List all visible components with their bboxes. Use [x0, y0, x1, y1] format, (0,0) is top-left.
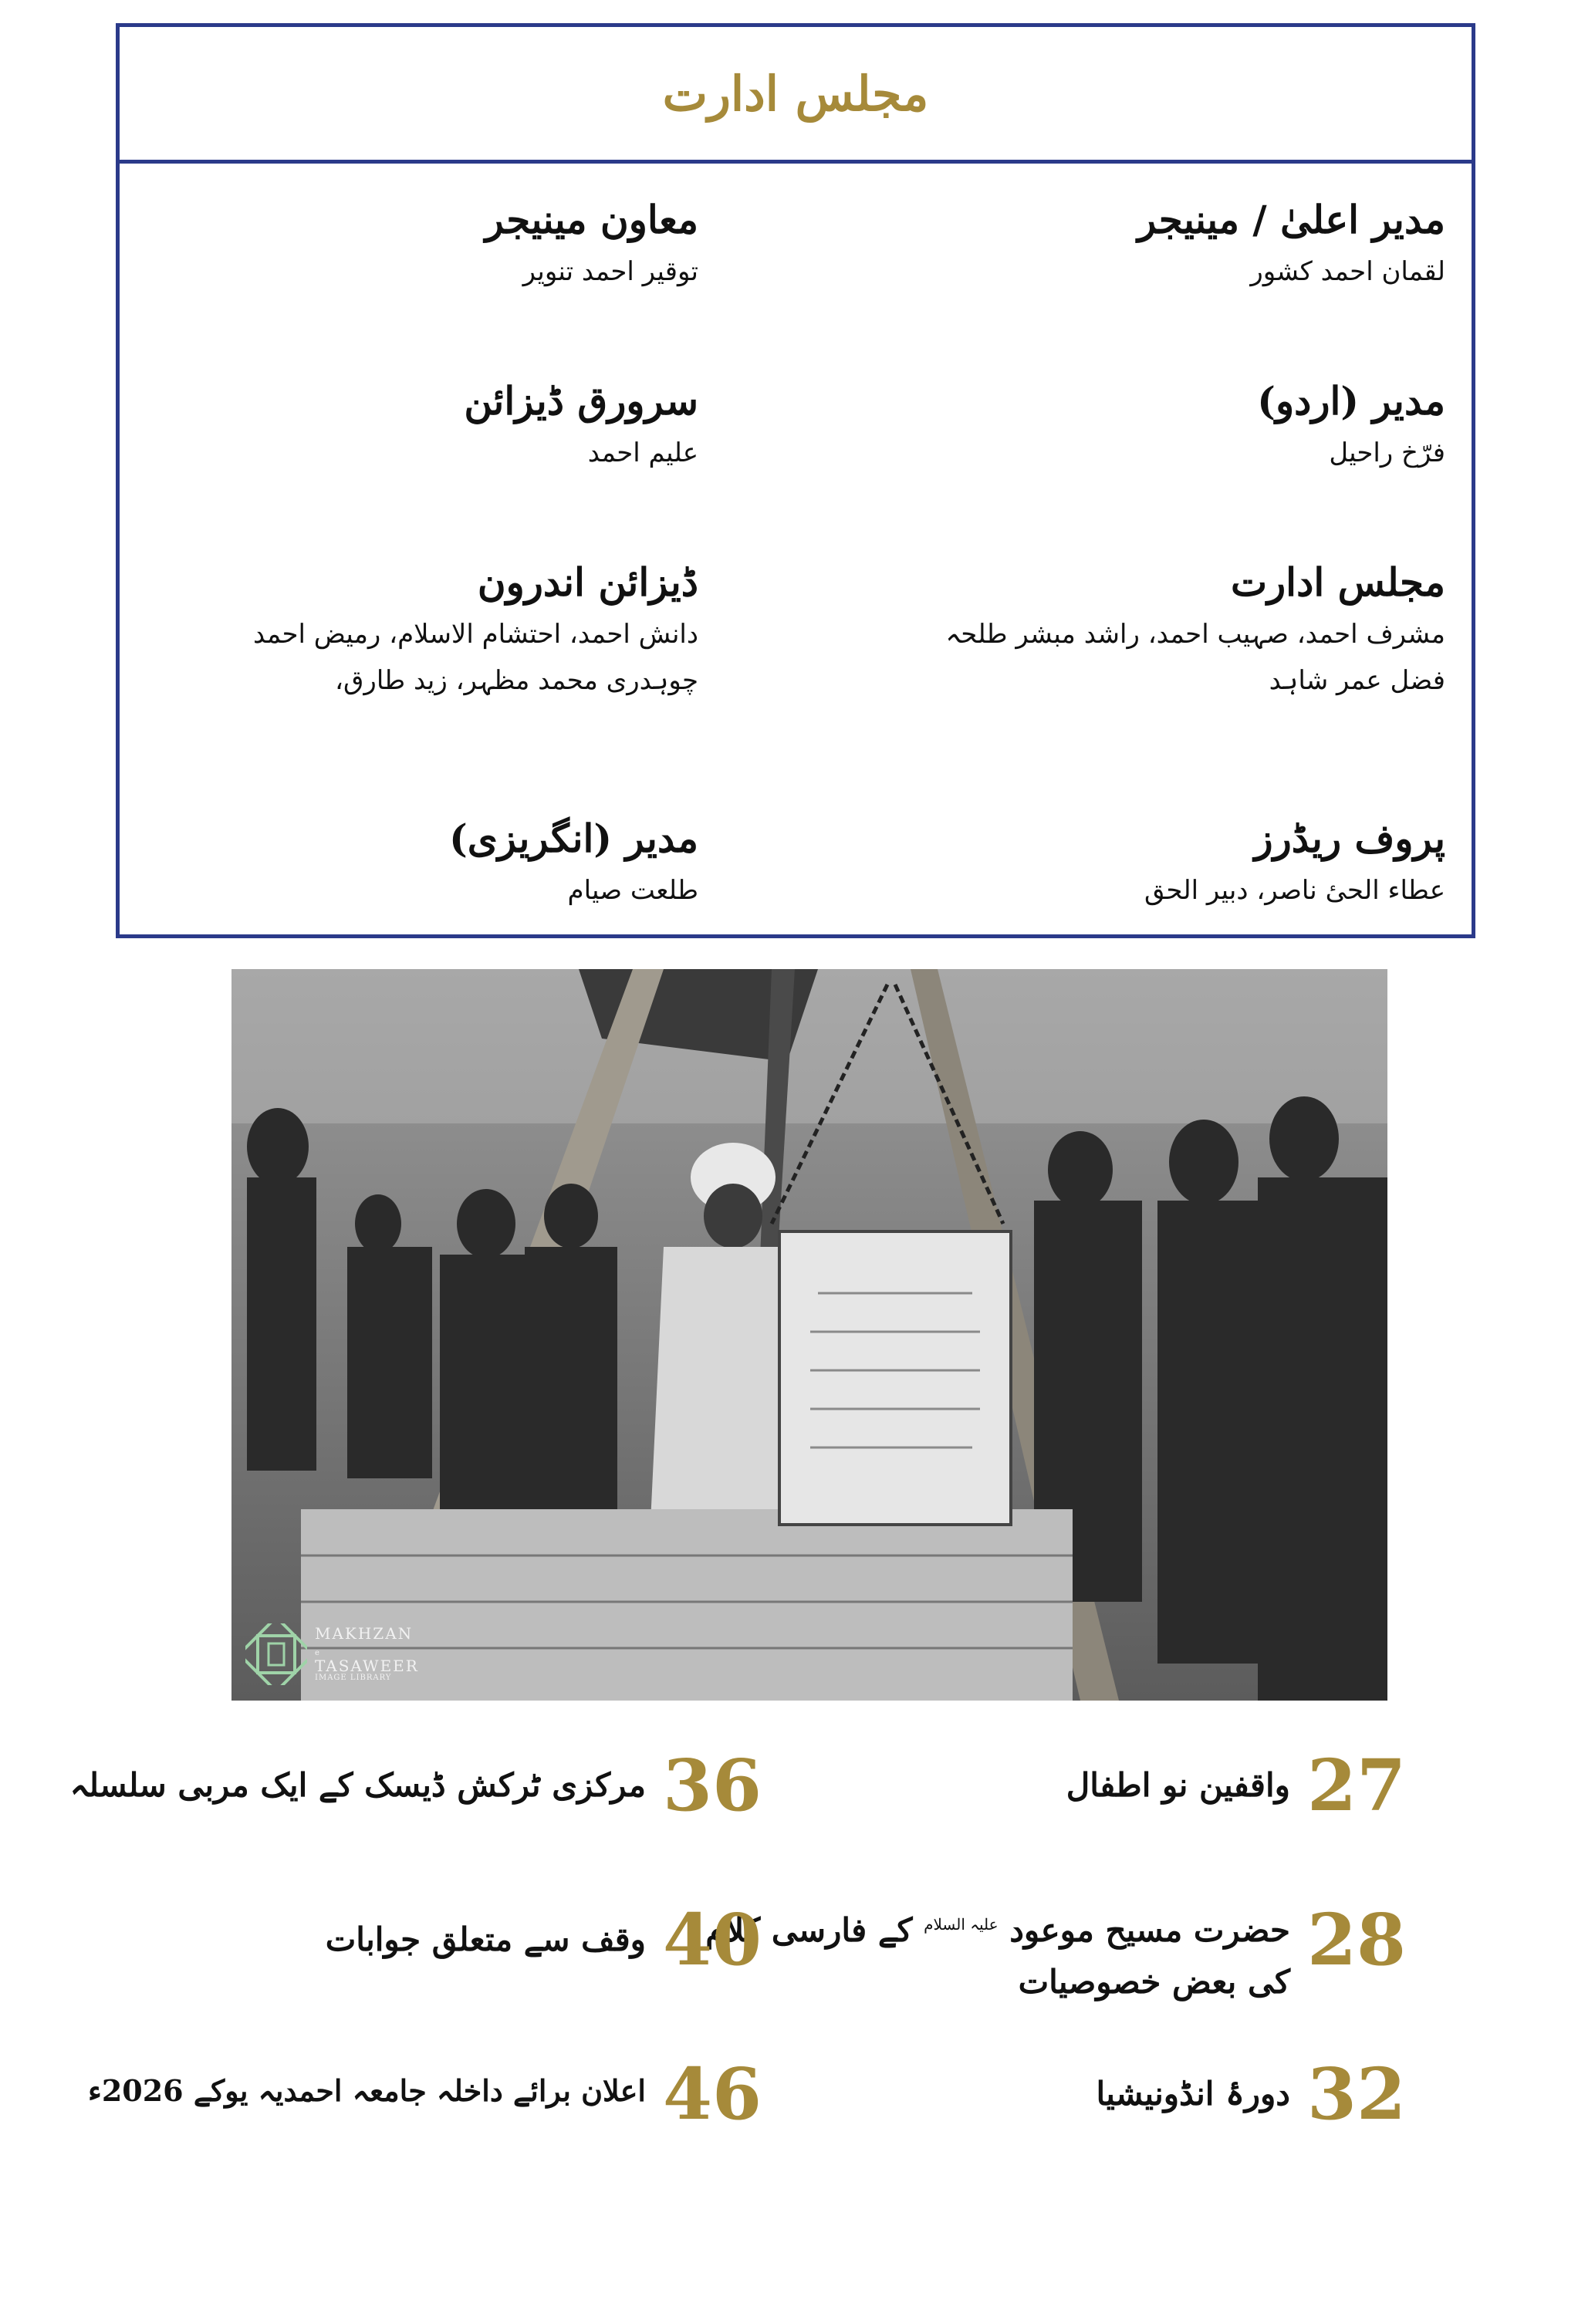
board-role: سرورق ڈیزائن: [464, 378, 698, 424]
toc-title: وقف سے متعلق جوابات: [325, 1920, 646, 1958]
toc-item[interactable]: [69, 1744, 762, 1827]
watermark-line2: TASAWEER: [315, 1657, 419, 1676]
board-names: دانش احمد، احتشام الاسلام، رمیض احمد: [253, 619, 698, 650]
board-entry: [813, 816, 1445, 914]
editorial-board-box: [116, 23, 1475, 938]
board-names: مشرف احمد، صہیب احمد، راشد مبشر طلحہ: [945, 619, 1445, 650]
board-names: چوہدری محمد مظہر، زید طارق،: [335, 664, 698, 696]
toc-item[interactable]: [325, 1898, 762, 1981]
toc-item[interactable]: [87, 2052, 762, 2136]
toc-title-part: حضرت مسیح موعود: [1009, 1911, 1290, 1949]
board-names: فرّخ راحیل: [1329, 437, 1445, 468]
toc-title: دورۂ انڈونیشیا: [1096, 2075, 1290, 2113]
board-names: عطاء الحیٔ ناصر، دبیر الحق: [1144, 875, 1445, 906]
toc-item[interactable]: [705, 1898, 1406, 2008]
board-role: مدیر (انگریزی): [449, 816, 698, 861]
board-entry: [813, 197, 1445, 296]
board-entry: [158, 816, 698, 914]
toc-page-number: 36: [662, 1744, 762, 1827]
watermark-amp: e: [315, 1649, 320, 1658]
toc-title-line2: کی بعض خصوصیات: [1018, 1963, 1290, 2001]
watermark-sub: IMAGE LIBRARY: [315, 1674, 392, 1683]
toc-title-honorific: علیہ السلام: [924, 1915, 999, 1934]
watermark-logo: [245, 1623, 419, 1685]
toc-title: اعلان برائے داخلہ جامعہ احمدیہ یوکے 2026ء: [87, 2073, 646, 2108]
toc-title: واقفین نو اطفال: [1066, 1766, 1290, 1804]
makhzan-logo-icon: [245, 1623, 307, 1685]
board-names: فضل عمر شاہد: [1269, 664, 1445, 696]
board-entry: [813, 378, 1445, 477]
toc-title: [705, 1904, 1290, 2008]
watermark-text: [315, 1626, 419, 1683]
board-names: علیم احمد: [587, 437, 698, 468]
photo-illustration: [231, 969, 1387, 1701]
board-names: لقمان احمد کشور: [1250, 256, 1445, 287]
toc-item[interactable]: [1096, 2052, 1406, 2136]
board-role: ڈیزائن اندرون: [477, 559, 698, 605]
board-names: طلعت صیام: [567, 875, 698, 906]
toc-page-number: 27: [1306, 1744, 1406, 1827]
toc-page-number: 28: [1306, 1898, 1406, 1981]
watermark-line1: MAKHZAN: [315, 1624, 414, 1643]
board-role: مجلس ادارت: [1230, 559, 1445, 605]
board-role: پروف ریڈرز: [1254, 816, 1445, 861]
board-title: مجلس ادارت: [662, 65, 929, 122]
board-role: معاون مینیجر: [485, 197, 698, 242]
board-role: مدیر اعلیٰ / مینیجر: [1137, 197, 1445, 242]
toc-title-part: کے فارسی کلام: [705, 1911, 913, 1949]
toc-page-number: 32: [1306, 2052, 1406, 2136]
toc-item[interactable]: [1066, 1744, 1406, 1827]
toc-page-number: 40: [662, 1898, 762, 1981]
board-entry: [158, 559, 698, 704]
toc-title: مرکزی ٹرکش ڈیسک کے ایک مربی سلسلہ: [69, 1766, 646, 1804]
board-entry: [158, 378, 698, 477]
board-names: توقیر احمد تنویر: [522, 256, 698, 287]
board-entry: [158, 197, 698, 296]
board-role: مدیر (اردو): [1257, 378, 1445, 424]
toc-page-number: 46: [662, 2052, 762, 2136]
board-header: [120, 27, 1472, 164]
historical-photo: [231, 969, 1387, 1701]
board-entry: [813, 559, 1445, 704]
